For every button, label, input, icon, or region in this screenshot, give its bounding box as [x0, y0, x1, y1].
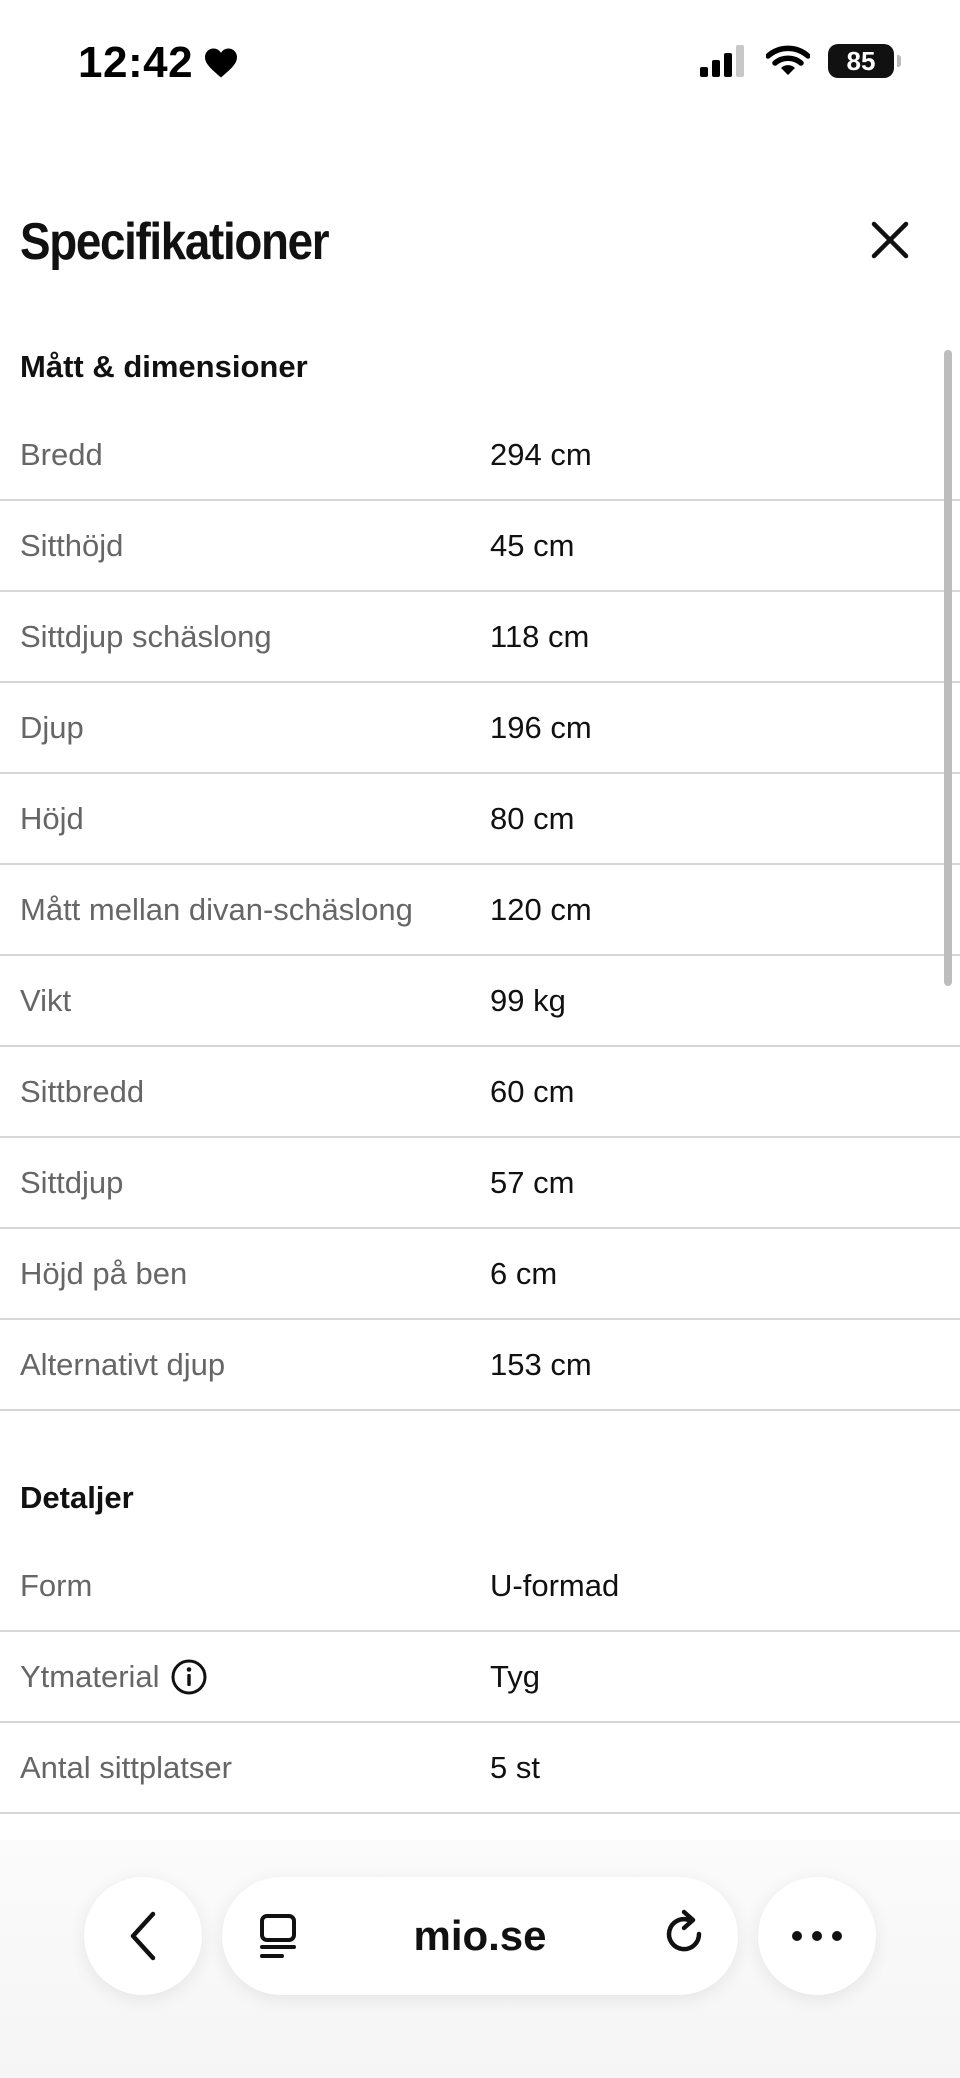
info-icon[interactable] — [170, 1658, 208, 1696]
table-row — [0, 1723, 960, 1814]
battery-indicator — [828, 44, 894, 78]
heart-icon — [203, 47, 239, 79]
close-icon — [870, 220, 910, 260]
close-button[interactable] — [862, 212, 918, 268]
status-time-group — [78, 38, 239, 88]
spec-label: Antal sittplatser — [20, 1749, 232, 1785]
spec-label: Vikt — [20, 982, 72, 1018]
spec-value: 120 cm — [490, 891, 592, 927]
table-row — [0, 592, 960, 683]
spec-value: Tyg — [490, 1658, 540, 1694]
spec-label: Höjd — [20, 800, 84, 836]
spec-label: Bredd — [20, 436, 103, 472]
status-bar — [0, 0, 960, 128]
url-text: mio.se — [413, 1912, 547, 1959]
spec-value: 60 cm — [490, 1073, 575, 1109]
table-row — [0, 1229, 960, 1320]
cellular-signal-icon — [700, 45, 748, 77]
table-row — [0, 683, 960, 774]
table-row — [0, 774, 960, 865]
chevron-left-icon — [125, 1910, 161, 1962]
address-bar[interactable] — [222, 1877, 738, 1995]
battery-level: 85 — [846, 45, 876, 76]
table-row — [0, 956, 960, 1047]
status-time: 12:42 — [78, 38, 194, 87]
table-row — [0, 1047, 960, 1138]
section-heading-details: Detaljer — [20, 1480, 134, 1515]
dimensions-table — [0, 410, 960, 1411]
table-row — [0, 865, 960, 956]
status-indicators — [700, 44, 894, 78]
spec-value: 153 cm — [490, 1346, 592, 1382]
spec-label: Höjd på ben — [20, 1255, 188, 1291]
spec-label: Sittdjup schäslong — [20, 618, 272, 654]
spec-value: 6 cm — [490, 1255, 558, 1291]
table-row — [0, 1320, 960, 1411]
spec-value: 99 kg — [490, 982, 566, 1018]
spec-value: 196 cm — [490, 709, 592, 745]
spec-value: 5 st — [490, 1749, 540, 1785]
spec-label: Ytmaterial — [20, 1658, 160, 1694]
spec-value: 57 cm — [490, 1164, 575, 1200]
scrollbar[interactable] — [944, 350, 952, 986]
reload-icon[interactable] — [662, 1909, 708, 1959]
table-row — [0, 410, 960, 501]
tabs-icon[interactable] — [258, 1913, 300, 1959]
table-row — [0, 1632, 960, 1723]
spec-label-group — [20, 1658, 208, 1696]
spec-value: 294 cm — [490, 436, 592, 472]
spec-label: Mått mellan divan-schäslong — [20, 891, 413, 927]
back-button[interactable] — [84, 1877, 202, 1995]
spec-label: Sitthöjd — [20, 527, 124, 563]
more-icon — [791, 1930, 843, 1942]
table-row — [0, 501, 960, 592]
spec-label: Djup — [20, 709, 84, 745]
spec-label: Form — [20, 1567, 93, 1603]
spec-value: 45 cm — [490, 527, 575, 563]
spec-label: Alternativt djup — [20, 1346, 226, 1382]
details-table — [0, 1541, 960, 1814]
spec-label: Sittdjup — [20, 1164, 124, 1200]
table-row — [0, 1138, 960, 1229]
table-row — [0, 1541, 960, 1632]
spec-value: U-formad — [490, 1567, 620, 1603]
spec-value: 80 cm — [490, 800, 575, 836]
spec-label: Sittbredd — [20, 1073, 145, 1109]
section-heading-dimensions: Mått & dimensioner — [20, 349, 308, 384]
wifi-icon — [766, 45, 810, 77]
spec-value: 118 cm — [490, 618, 590, 654]
page-title: Specifikationer — [20, 213, 329, 271]
more-button[interactable] — [758, 1877, 876, 1995]
